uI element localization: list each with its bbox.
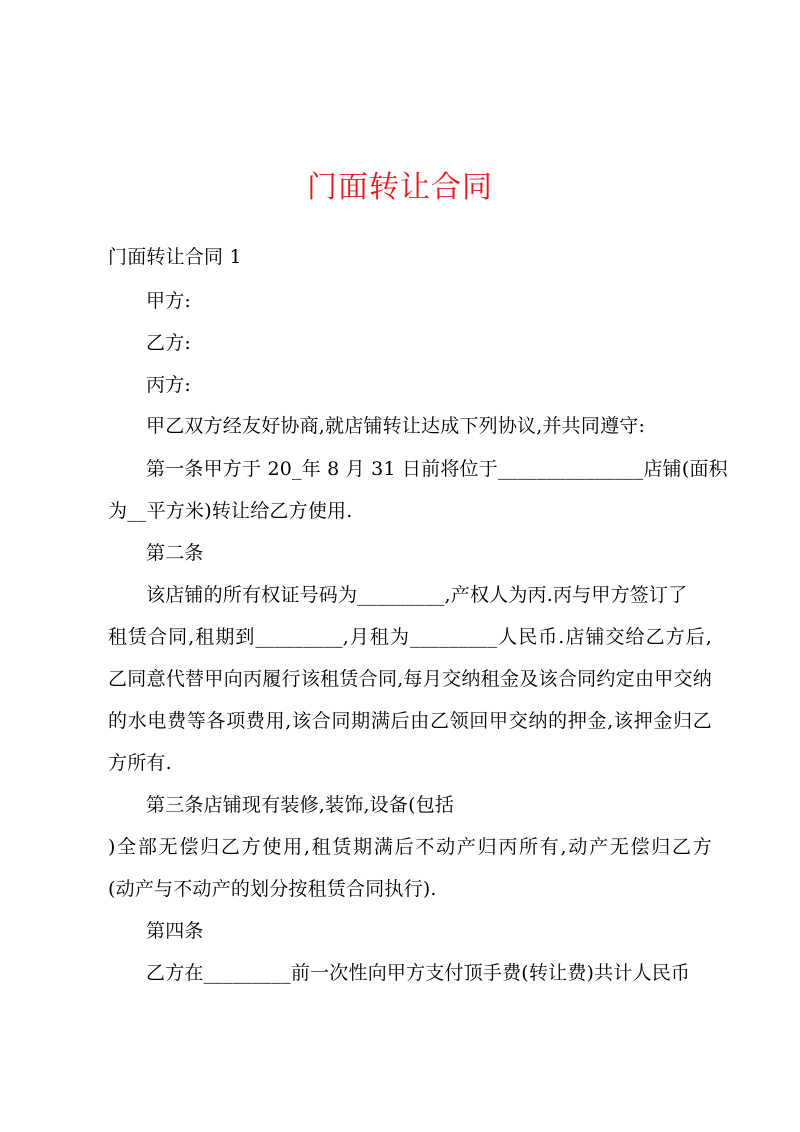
- article-2-line-3: 乙同意代替甲向丙履行该租赁合同,每月交纳租金及该合同约定由甲交纳: [108, 668, 712, 690]
- party-b-line: 乙方:: [146, 332, 192, 354]
- article-2-heading: 第二条: [146, 542, 204, 564]
- party-c-line: 丙方:: [146, 374, 192, 396]
- article-3-line-2: )全部无偿归乙方使用,租赁期满后不动产归丙所有,动产无偿归乙方: [108, 836, 712, 858]
- preamble-line: 甲乙双方经友好协商,就店铺转让达成下列协议,并共同遵守:: [146, 415, 646, 437]
- party-a-line: 甲方:: [146, 290, 192, 312]
- article-4-heading: 第四条: [146, 920, 204, 942]
- article-3-line-3: (动产与不动产的划分按租赁合同执行).: [108, 878, 437, 900]
- article-1-line-1: 第一条甲方于 20_年 8 月 31 日前将位于_______________店铺(面积: [146, 458, 728, 480]
- subtitle-line: 门面转让合同 1: [108, 246, 242, 268]
- article-2-line-4: 的水电费等各项费用,该合同期满后由乙领回甲交纳的押金,该押金归乙: [108, 710, 712, 732]
- article-2-line-5: 方所有.: [108, 752, 172, 774]
- article-2-line-2: 租赁合同,租期到_________,月租为_________人民币.店铺交给乙方后,: [108, 626, 712, 648]
- article-1-line-2: 为__平方米)转让给乙方使用.: [108, 500, 353, 522]
- article-2-line-1: 该店铺的所有权证号码为_________,产权人为丙.丙与甲方签订了: [146, 584, 688, 606]
- document-title: 门面转让合同: [307, 170, 493, 205]
- article-3-line-1: 第三条店铺现有装修,装饰,设备(包括: [146, 794, 455, 816]
- article-4-line-1: 乙方在_________前一次性向甲方支付顶手费(转让费)共计人民币: [146, 962, 691, 984]
